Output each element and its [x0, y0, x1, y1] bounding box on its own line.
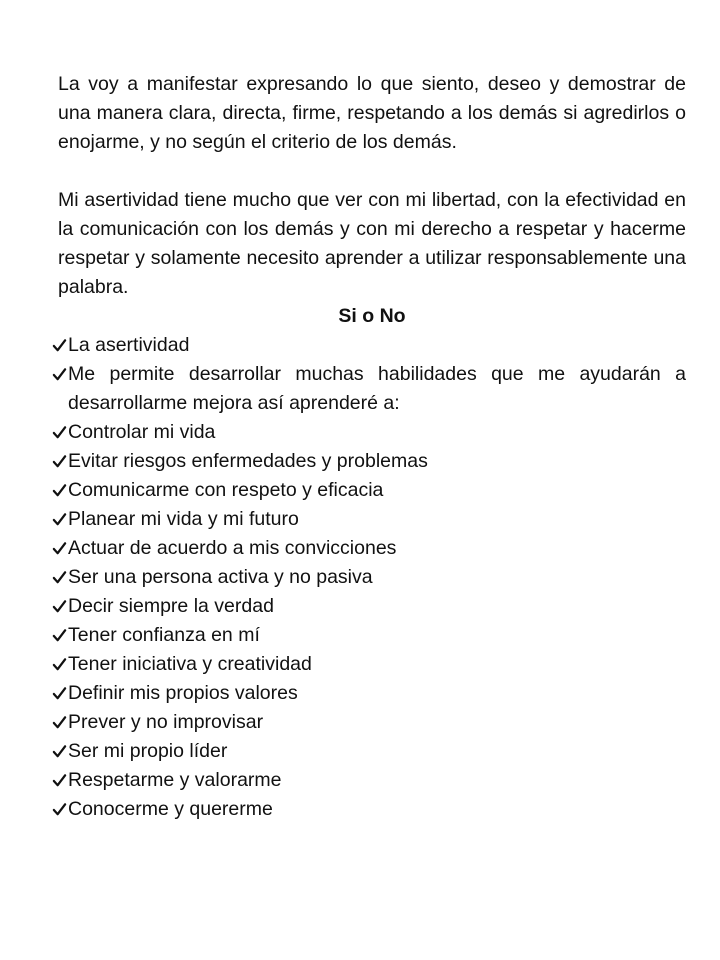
checklist-item-text: Ser una persona activa y no pasiva — [68, 566, 373, 588]
checklist-item — [58, 592, 686, 621]
checklist-item-text: Me permite desarrollar muchas habilidades que me ayudarán a desarrollarme mejora así aprenderé a: — [68, 363, 686, 414]
checkmark-icon — [52, 715, 67, 730]
checklist-item — [58, 621, 686, 650]
checkmark-icon — [52, 512, 67, 527]
checklist-item-text: Comunicarme con respeto y eficacia — [68, 479, 384, 501]
checklist-item — [58, 447, 686, 476]
checklist-item — [58, 505, 686, 534]
section-heading: Si o No — [338, 305, 406, 327]
checkmark-icon — [52, 628, 67, 643]
checklist-item — [58, 360, 686, 418]
paragraph-assertiveness: Mi asertividad tiene mucho que ver con mi libertad, con la efectividad en la comunicación con los demás y con mi derecho a respetar y hacerme respetar y solamente necesito aprender a utilizar responsablemente una palabra. — [58, 189, 686, 298]
checkmark-icon — [52, 686, 67, 701]
checklist-item — [58, 737, 686, 766]
checkmark-icon — [52, 425, 67, 440]
checkmark-icon — [52, 657, 67, 672]
document-body — [58, 70, 686, 824]
checklist-item — [58, 418, 686, 447]
checklist-item — [58, 708, 686, 737]
checklist-item-text: Tener iniciativa y creatividad — [68, 653, 312, 675]
checkmark-icon — [52, 367, 67, 382]
checkmark-icon — [52, 570, 67, 585]
checklist-item-text: Conocerme y quererme — [68, 798, 273, 820]
checkmark-icon — [52, 802, 67, 817]
checkmark-icon — [52, 338, 67, 353]
checklist-item-text: Evitar riesgos enfermedades y problemas — [68, 450, 428, 472]
paragraph-spacer — [58, 157, 686, 186]
checklist-item — [58, 563, 686, 592]
paragraph-expression: La voy a manifestar expresando lo que siento, deseo y demostrar de una manera clara, directa, firme, respetando a los demás si agredirlos o enojarme, y no según el criterio de los demás. — [58, 73, 686, 153]
checklist-item-text: Tener confianza en mí — [68, 624, 260, 646]
checklist-item — [58, 795, 686, 824]
checklist-item-text: Ser mi propio líder — [68, 740, 228, 762]
checklist-item — [58, 679, 686, 708]
checkmark-icon — [52, 541, 67, 556]
checkmark-icon — [52, 483, 67, 498]
checklist-item-text: Actuar de acuerdo a mis convicciones — [68, 537, 397, 559]
checkmark-icon — [52, 454, 67, 469]
checklist-item-text: La asertividad — [68, 334, 190, 356]
checklist-item-text: Definir mis propios valores — [68, 682, 298, 704]
checklist-item-text: Respetarme y valorarme — [68, 769, 282, 791]
checkmark-icon — [52, 773, 67, 788]
checkmark-icon — [52, 744, 67, 759]
checklist-item — [58, 650, 686, 679]
checkmark-icon — [52, 599, 67, 614]
checklist-item — [58, 476, 686, 505]
checklist-item-text: Decir siempre la verdad — [68, 595, 274, 617]
checklist-item-text: Prever y no improvisar — [68, 711, 264, 733]
checklist-item-text: Planear mi vida y mi futuro — [68, 508, 299, 530]
checklist — [58, 331, 686, 824]
checklist-item — [58, 534, 686, 563]
checklist-item — [58, 331, 686, 360]
checklist-item-text: Controlar mi vida — [68, 421, 216, 443]
checklist-item — [58, 766, 686, 795]
